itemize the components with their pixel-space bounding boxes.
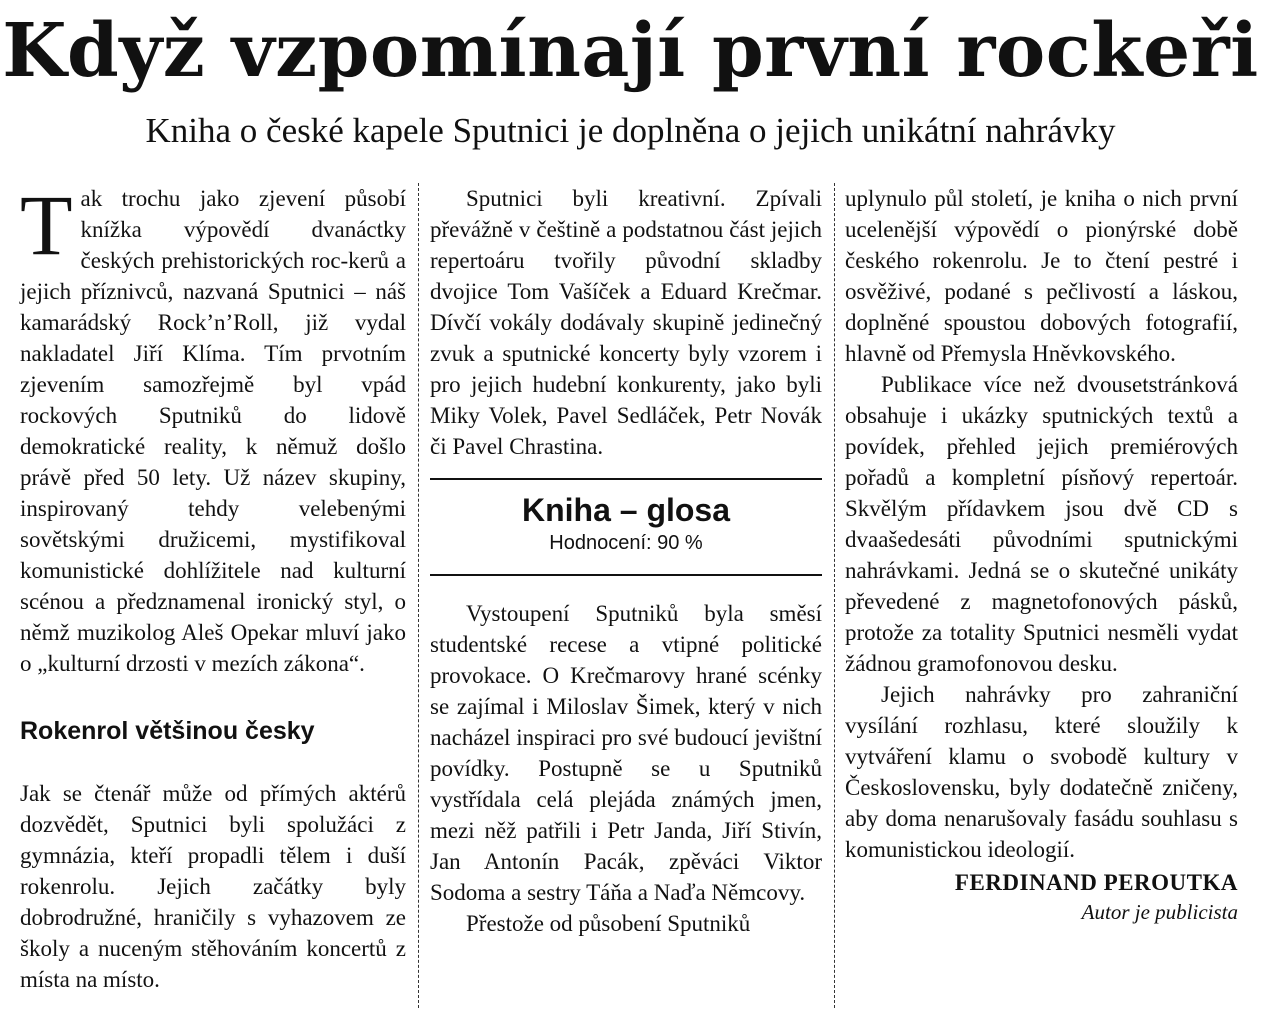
column2-paragraph-2: Vystoupení Sputniků byla směsí studentské recese a vtipné politické provokace. O Krečmarovy hrané scénky se zajímal i Miloslav Šimek, který v nich nacházel inspiraci pro své budoucí jevištní povídky. Postupně se u Sputniků vystřídala celá plejáda známých jmen, mezi něž patřili i Petr Janda, Jiří Stivín, Jan Antonín Pacák, zpěváci Viktor Sodoma a sestry Táňa a Naďa Němcovy.: [430, 601, 822, 905]
author-name: FERDINAND PEROUTKA: [954, 870, 1238, 895]
column3-paragraph-2: Publikace více než dvousetstránková obsahuje i ukázky sputnických textů a povídek, přehled jejich premiérových pořadů a kompletní písňový repertoár. Skvělým přídavkem jsou dvě CD s dvaašedesáti původními sputnickými nahrávkami. Jedná se o skutečné unikáty převedené z magnetofonových pásků, protože za totality Sputnici nesměli vydat žádnou gramofonovou desku.: [845, 372, 1238, 676]
headline: Když vzpomínají první rockeři: [2, 8, 1259, 94]
column2-paragraph-3: Přestože od působení Sputniků: [466, 911, 751, 936]
column3-paragraph-3: Jejich nahrávky pro zahraniční vysílání rozhlasu, které sloužily k vytváření klamu o svobodě kultury v Československu, byly dodatečně zničeny, aby doma nenarušovaly fasádu souhlasu s komunistickou ideologií.: [845, 682, 1238, 862]
article-column-2: [430, 183, 822, 939]
review-rating: Hodnocení: 90 %: [549, 532, 703, 554]
section-heading: Rokenrol většinou česky: [20, 717, 315, 745]
lead-paragraph-text: ak trochu jako zjevení působí knížka výpovědí dvanáctky českých prehistorických roc-kerů a jejich příznivců, nazvaná Sputnici – náš kamarádský Rock’n’Roll, již vydal nakladatel Jiří Klíma. Tím prvotním zjevením samozřejmě byl vpád rockových Sputniků do lidově demokratické reality, k němuž došlo právě před 50 lety. Už název skupiny, inspirovaný tehdy velebenými sovětskými družicemi, mystifikoval komunistické dohlížitele nad kulturní scénou a předznamenal ironický styl, o němž muzikolog Aleš Opekar mluví jako o „kulturní drzosti v mezích zákona“.: [20, 186, 406, 676]
article-column-3: [845, 183, 1238, 926]
column2-paragraph-1: Sputnici byli kreativní. Zpívali převážně v češtině a podstatnou část jejich repertoáru tvořily původní skladby dvojice Tom Vašíček a Eduard Krečmar. Dívčí vokály dodávaly skupině jedinečný zvuk a sputnické koncerty byly vzorem i pro jejich hudební konkurenty, jako byli Miky Volek, Pavel Sedláček, Petr Novák či Pavel Chrastina.: [430, 186, 822, 459]
lead-paragraph: [20, 177, 406, 679]
drop-cap: T: [20, 177, 73, 273]
subheadline: Kniha o české kapele Sputnici je doplněna o jejich unikátní nahrávky: [145, 111, 1116, 150]
review-box: [430, 478, 822, 576]
column-divider-1: [418, 183, 419, 1008]
column3-paragraph-1: uplynulo půl století, je kniha o nich první ucelenější výpovědí o pionýrské době českého rokenrolu. Je to čtení pestré i osvěživé, podané s pečlivostí a láskou, doplněné spoustou dobových fotografií, hlavně od Přemysla Hněvkovského.: [845, 186, 1238, 366]
article-column-1: [20, 177, 406, 995]
author-note: Autor je publicista: [1081, 900, 1238, 924]
column-divider-2: [834, 183, 835, 1008]
review-title: Kniha – glosa: [521, 492, 731, 528]
section-paragraph: Jak se čtenář může od přímých aktérů dozvědět, Sputnici byli spolužáci z gymnázia, kteří propadli tělem i duší rokenrolu. Jejich začátky byly dobrodružné, hraničily s vyhazovem ze školy a nuceným stěhováním koncertů z místa na místo.: [20, 781, 406, 992]
